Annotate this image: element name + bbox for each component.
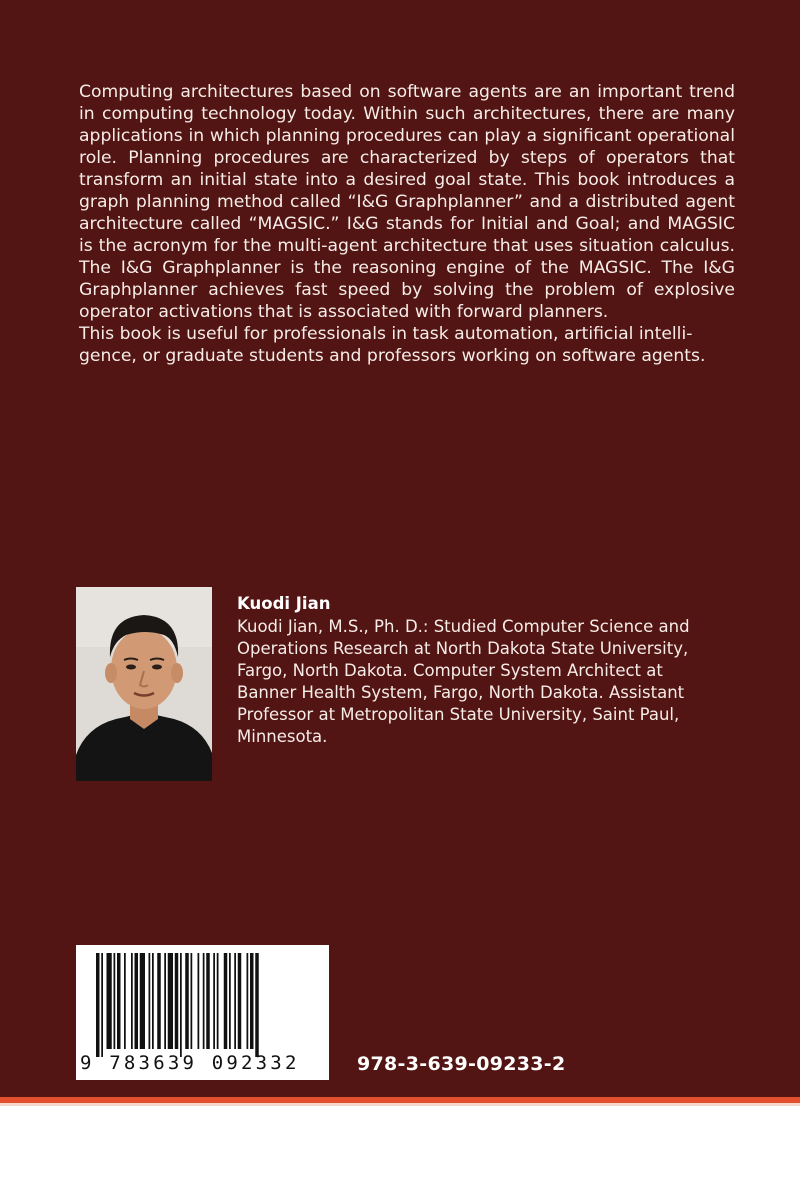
barcode-bar [203, 953, 205, 1049]
author-portrait-icon [76, 587, 212, 781]
barcode-bar [250, 953, 254, 1049]
barcode-bar [135, 953, 139, 1049]
barcode-bar [255, 953, 259, 1057]
barcode-bar [247, 953, 249, 1049]
barcode-bar [140, 953, 145, 1049]
description-paragraph-2: This book is useful for professionals in task automation, artificial intelli-gence, or graduate students and professors working on software agents. [79, 324, 706, 366]
author-photo [76, 587, 212, 781]
barcode-bar [152, 953, 154, 1049]
barcode-bar [96, 953, 100, 1057]
isbn-number: 978-3-639-09233-2 [357, 1053, 566, 1075]
barcode-bar [157, 953, 161, 1049]
barcode-bar [238, 953, 242, 1049]
author-name: Kuodi Jian [237, 594, 331, 613]
description-paragraph-1: Computing architectures based on software agents are an important trend in computing technology today. Within such architectures, there are many applications in which planning procedures can play a significant operational role. Planning procedures are characterized by steps of operators that transform an initial state into a desired goal state. This book introduces a graph planning method called “I&G Graphplanner” and a distributed agent architecture called “MAGSIC.” I&G stands for Initial and Goal; and MAGSIC is the acronym for the multi-agent architecture that uses situation calculus. The I&G Graphplanner is the reasoning engine of the MAGSIC. The I&G Graphplanner achieves fast speed by solving the problem of explosive operator activations that is associated with forward planners. [79, 82, 735, 322]
barcode-bar [229, 953, 231, 1049]
barcode-bar [198, 953, 200, 1049]
barcode-bar [224, 953, 228, 1049]
barcode-bar [234, 953, 236, 1049]
barcode-bar [164, 953, 166, 1049]
barcode-bar [175, 953, 179, 1049]
barcode-bar [180, 953, 182, 1057]
isbn-barcode [76, 945, 329, 1080]
book-description [79, 81, 735, 367]
barcode-bar [131, 953, 133, 1049]
barcode-bar [191, 953, 193, 1049]
barcode-bar [168, 953, 173, 1049]
barcode-bar [217, 953, 219, 1049]
barcode-bar [213, 953, 215, 1049]
barcode-digits: 9 783639 092332 [80, 1052, 300, 1074]
barcode-bar [124, 953, 126, 1049]
barcode-bar [114, 953, 116, 1049]
barcode-bar [101, 953, 103, 1057]
barcode-bar [117, 953, 121, 1049]
barcode-bar [185, 953, 189, 1049]
accent-stripe-shadow [0, 1103, 800, 1106]
barcode-bar [149, 953, 151, 1049]
author-bio: Kuodi Jian, M.S., Ph. D.: Studied Computer Science and Operations Research at North Dakota State University, Fargo, North Dakota. Computer System Architect at Banner Health System, Fargo, North Dakota. Assistant Professor at Metropolitan State University, Saint Paul, Minnesota. [237, 617, 690, 746]
barcode-bar [107, 953, 112, 1049]
barcode-bar [206, 953, 210, 1049]
